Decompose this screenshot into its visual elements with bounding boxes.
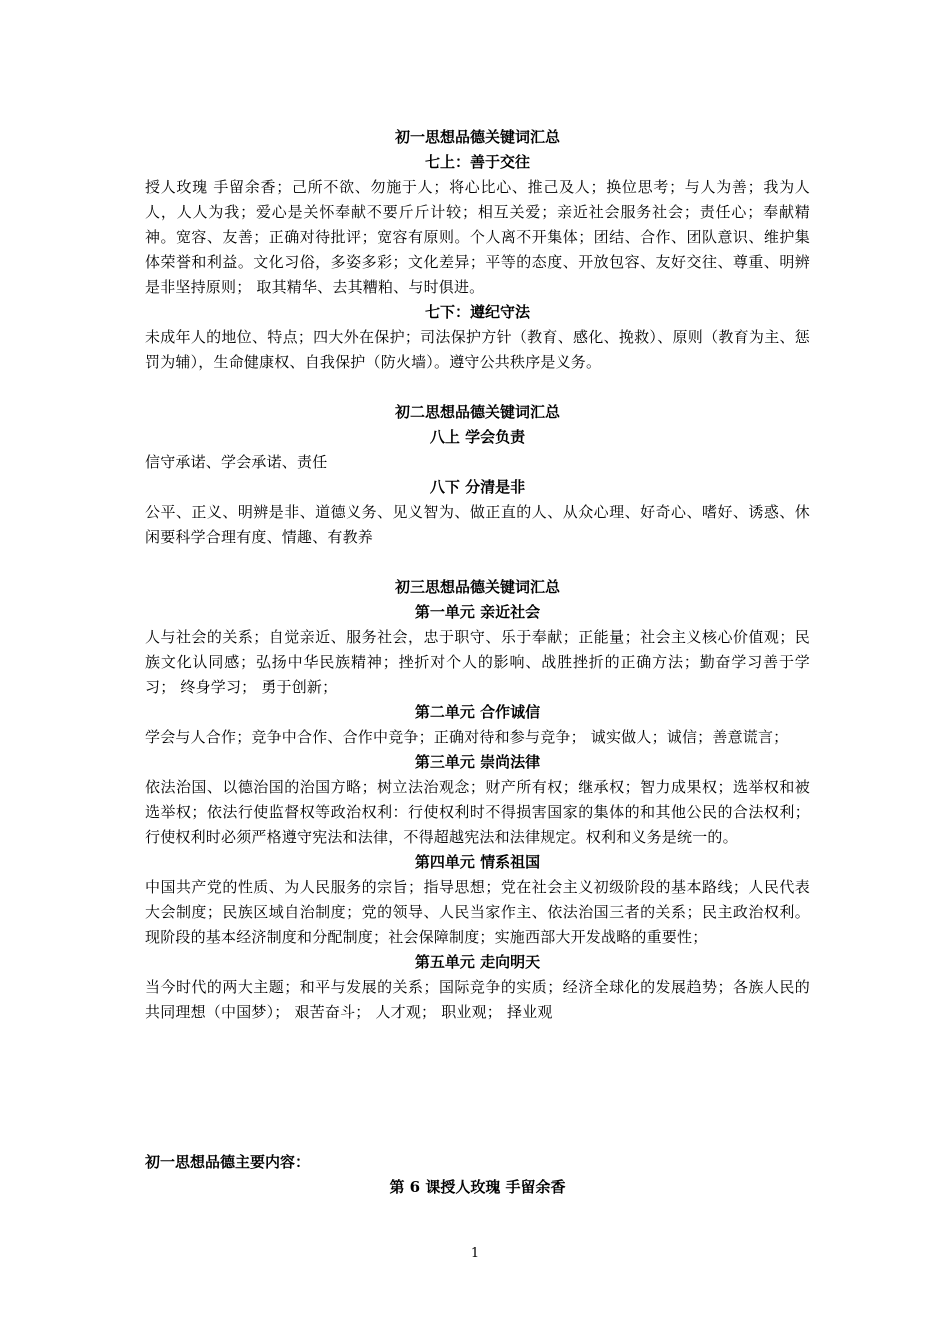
- unit3-heading: 第三单元 崇尚法律: [414, 753, 541, 771]
- spacer: [145, 1125, 810, 1150]
- spacer: [145, 550, 810, 575]
- unit4-heading: 第四单元 情系祖国: [414, 853, 541, 871]
- grade8-sec1-text: 信守承诺、学会承诺、责任: [145, 453, 328, 471]
- spacer: [145, 1025, 810, 1050]
- grade8-sec1-heading: 八上 学会负责: [429, 428, 526, 446]
- unit5-heading: 第五单元 走向明天: [414, 953, 541, 971]
- main-content-heading: 初一思想品德主要内容：: [145, 1153, 311, 1171]
- grade7-sec2-text: 未成年人的地位、特点；四大外在保护；司法保护方针（教育、感化、挽救）、原则（教育为主、惩罚为辅），生命健康权、自我保护（防火墙）。遵守公共秩序是义务。: [145, 328, 810, 371]
- grade9-title: 初三思想品德关键词汇总: [394, 578, 560, 596]
- grade7-sec1-text: 授人玫瑰 手留余香；己所不欲、勿施于人；将心比心、推己及人；换位思考；与人为善；我为人人，人人为我；爱心是关怀奉献不要斤斤计较；相互关爱；亲近社会服务社会；责任心；奉献精神。宽容、友善；正确对待批评；宽容有原则。个人离不开集体；团结、合作、团队意识、维护集体荣誉和利益。文化习俗，多姿多彩；文化差异；平等的态度、开放包容、友好交往、尊重、明辨是非坚持原则； 取其精华、去其糟粕、与时俱进。: [145, 178, 810, 296]
- spacer: [145, 1050, 810, 1075]
- grade7-title: 初一思想品德关键词汇总: [394, 128, 560, 146]
- spacer: [145, 375, 810, 400]
- spacer: [145, 1100, 810, 1125]
- lesson-title: 第 6 课授人玫瑰 手留余香: [389, 1178, 566, 1196]
- unit1-heading: 第一单元 亲近社会: [414, 603, 541, 621]
- unit3-text: 依法治国、以德治国的治国方略；树立法治观念；财产所有权；继承权；智力成果权；选举权和被选举权；依法行使监督权等政治权利：行使权利时不得损害国家的集体的和其他公民的合法权利；行使权利时必须严格遵守宪法和法律，不得超越宪法和法律规定。权利和义务是统一的。: [145, 778, 810, 846]
- unit5-text: 当今时代的两大主题；和平与发展的关系；国际竞争的实质；经济全球化的发展趋势；各族人民的共同理想（中国梦）； 艰苦奋斗； 人才观； 职业观； 择业观: [145, 978, 810, 1021]
- unit1-text: 人与社会的关系；自觉亲近、服务社会，忠于职守、乐于奉献；正能量；社会主义核心价值观；民族文化认同感；弘扬中华民族精神；挫折对个人的影响、战胜挫折的正确方法；勤奋学习善于学习； 终身学习； 勇于创新；: [145, 628, 810, 696]
- spacer: [145, 1075, 810, 1100]
- document-page: [145, 125, 810, 1200]
- grade8-sec2-text: 公平、正义、明辨是非、道德义务、见义智为、做正直的人、从众心理、好奇心、嗜好、诱惑、休闲要科学合理有度、情趣、有教养: [145, 503, 810, 546]
- grade7-sec2-heading: 七下：遵纪守法: [424, 303, 530, 321]
- unit2-text: 学会与人合作；竞争中合作、合作中竞争；正确对待和参与竞争； 诚实做人；诚信；善意谎言；: [145, 728, 789, 746]
- grade8-sec2-heading: 八下 分清是非: [429, 478, 526, 496]
- unit2-heading: 第二单元 合作诚信: [414, 703, 541, 721]
- grade8-title: 初二思想品德关键词汇总: [394, 403, 560, 421]
- unit4-text: 中国共产党的性质、为人民服务的宗旨；指导思想；党在社会主义初级阶段的基本路线；人民代表大会制度；民族区域自治制度；党的领导、人民当家作主、依法治国三者的关系；民主政治权利。现阶段的基本经济制度和分配制度；社会保障制度；实施西部大开发战略的重要性；: [145, 878, 810, 946]
- grade7-sec1-heading: 七上：善于交往: [424, 153, 530, 171]
- page-number: 1: [470, 1246, 480, 1261]
